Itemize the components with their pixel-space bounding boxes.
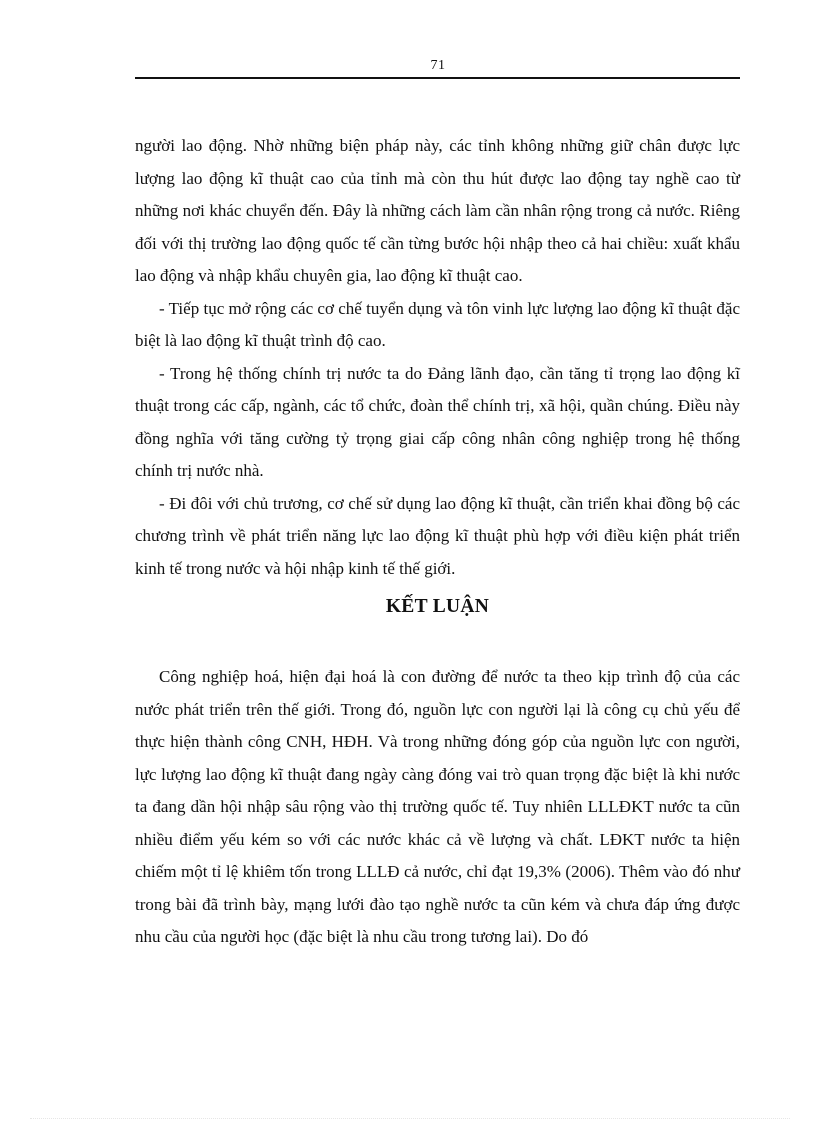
body-paragraph-continuation: người lao động. Nhờ những biện pháp này, các tỉnh không những giữ chân được lực lượng lao động kĩ thuật cao của tỉnh mà còn thu hút được lao động tay nghề cao từ những nơi khác chuyển đến. Đây là những cách làm cần nhân rộng trong cả nước. Riêng đối với thị trường lao động quốc tế cần từng bước hội nhập theo cả hai chiều: xuất khẩu lao động và nhập khẩu chuyên gia, lao động kĩ thuật cao. (135, 136, 740, 285)
document-body (135, 130, 740, 954)
page-number: 71 (430, 58, 446, 73)
bullet-paragraph-political-system: - Trong hệ thống chính trị nước ta do Đảng lãnh đạo, cần tăng tỉ trọng lao động kĩ thuật trong các cấp, ngành, các tổ chức, đoàn thể chính trị, xã hội, quần chúng. Điều này đồng nghĩa với tăng cường tỷ trọng giai cấp công nhân công nghiệp trong hệ thống chính trị nước nhà. (135, 363, 740, 480)
bullet-paragraph-capacity-development: - Đi đôi với chủ trương, cơ chế sử dụng lao động kĩ thuật, cần triển khai đồng bộ các chương trình về phát triển năng lực lao động kĩ thuật phù hợp với điều kiện phát triển kinh tế trong nước và hội nhập kinh tế thế giới. (135, 493, 740, 578)
page-bottom-border (30, 1118, 790, 1119)
header-rule (135, 77, 740, 79)
conclusion-heading: KẾT LUẬN (385, 596, 490, 617)
bullet-paragraph-recruitment: - Tiếp tục mở rộng các cơ chế tuyển dụng và tôn vinh lực lượng lao động kĩ thuật đặc biệt là lao động kĩ thuật trình độ cao. (135, 298, 740, 350)
conclusion-paragraph: Công nghiệp hoá, hiện đại hoá là con đường để nước ta theo kịp trình độ của các nước phát triển trên thế giới. Trong đó, nguồn lực con người lại là công cụ chủ yếu để thực hiện thành công CNH, HĐH. Và trong những đóng góp của nguồn lực con người, lực lượng lao động kĩ thuật đang ngày càng đóng vai trò quan trọng đặc biệt là khi nước ta đang dần hội nhập sâu rộng vào thị trường quốc tế. Tuy nhiên LLLĐKT nước ta cũn nhiều điểm yếu kém so với các nước khác cả về lượng và chất. LĐKT nước ta hiện chiếm một tỉ lệ khiêm tốn trong LLLĐ cả nước, chỉ đạt 19,3% (2006). Thêm vào đó như trong bài đã trình bày, mạng lưới đào tạo nghề nước ta cũn kém và chưa đáp ứng được nhu cầu của người học (đặc biệt là nhu cầu trong tương lai). Do đó (135, 667, 740, 946)
